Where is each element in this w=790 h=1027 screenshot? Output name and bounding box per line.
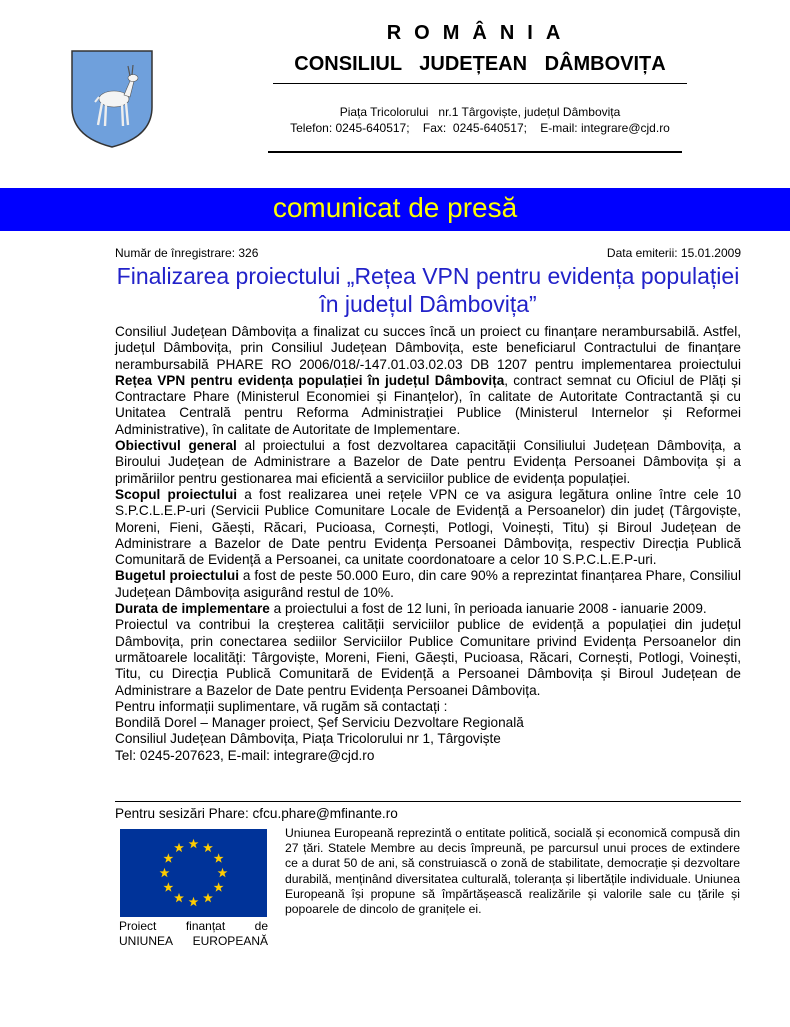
caption-word: UNIUNEA — [119, 934, 174, 948]
phare-complaints-contact: Pentru sesizări Phare: cfcu.phare@mfinante.ro — [115, 806, 398, 821]
caption-word: de — [254, 919, 268, 933]
headline: Finalizarea proiectului „Rețea VPN pentru evidența populației în județul Dâmbovița” — [116, 263, 740, 317]
caption-word: finanțat — [185, 919, 226, 933]
scope-label: Scopul proiectului — [115, 486, 238, 502]
objective-label: Obiectivul general — [115, 438, 237, 454]
project-name: Rețea VPN pentru evidența populației în județul Dâmbovița — [115, 372, 505, 388]
country-name: ROMÂNIA — [386, 22, 574, 44]
header-divider — [268, 151, 682, 153]
objective-text: al proiectului a fost dezvoltarea capacității Consiliului Județean Dâmbovița, a Biroului Județean de Administrare a Bazelor de Date pentru Evidența Persoanei Dâmbovița și a primăriilor pentru gestionarea mai eficientă a serviciilor publice de evidența populației. — [115, 438, 741, 486]
budget-label: Bugetul proiectului — [115, 568, 239, 584]
contact-person: Bondilă Dorel – Manager proiect, Șef Serviciu Dezvoltare Regională — [115, 715, 524, 731]
paragraph-objective — [115, 438, 741, 487]
paragraph-budget — [115, 568, 741, 601]
eu-flag-icon — [120, 829, 267, 917]
contact-address: Consiliul Județean Dâmbovița, Piața Tricolorului nr 1, Târgoviște — [115, 731, 501, 747]
paragraph-impact: Proiectul va contribui la creșterea calității serviciilor publice de evidență a populației din județul Dâmbovița, prin conectarea sediilor Serviciilor Publice Comunitare privind Evidența Persoanelor din următoarele localități: Târgoviște, Moreni, Fieni, Găești, Pucioasa, Răcari, Cornești, Potlogi, Voinești, Titu, cu Direcția Publică Comunitară de Evidență a Persoanei Dâmbovița și Biroul Județean de Administrare a Bazelor de Date pentru Evidența Persoanei Dâmbovița. — [115, 617, 741, 698]
intro-text: Consiliul Județean Dâmbovița a finalizat cu succes încă un proiect cu finanțare nerambursabilă. Astfel, județul Dâmbovița, prin Consiliul Județean Dâmbovița, este beneficiarul Contractului de finanțare nerambursabilă PHARE RO 2006/018/-147.01.03.02.03 DB 1207 pentru implementarea proiectului — [115, 324, 741, 372]
contact-intro: Pentru informații suplimentare, vă rugăm să contactați : — [115, 698, 448, 714]
county-coat-of-arms — [70, 49, 154, 149]
registration-number: Număr de înregistrare: 326 — [115, 246, 259, 260]
council-underline — [273, 83, 687, 84]
paragraph-scope — [115, 487, 741, 568]
issue-date: Data emiterii: 15.01.2009 — [606, 246, 741, 260]
duration-text: a proiectului a fost de 12 luni, în perioada ianuarie 2008 - ianuarie 2009. — [269, 601, 707, 617]
footer-divider — [115, 801, 741, 802]
budget-text: a fost de peste 50.000 Euro, din care 90% a reprezintat finanțarea Phare, Consiliul Județean Dâmbovița asigurând restul de 10%. — [115, 568, 741, 600]
council-address: Piața Tricolorului nr.1 Târgoviște, județul Dâmbovița — [339, 105, 621, 119]
eu-description: Uniunea Europeană reprezintă o entitate politică, socială și economică compusă din 27 țări. Statele Membre au decis împreună, pe parcursul unui proces de extindere ce a durat 50 de ani, să construiască o zonă de stabilitate, democrație și dezvoltare durabilă, menținând diversitatea culturală, toleranța și libertățile individuale. Uniunea Europeană își propune să împărtășească realizările și valorile sale cu țările și popoarele de dincolo de granițele ei. — [285, 826, 740, 917]
duration-label: Durata de implementare — [115, 601, 270, 617]
council-name: CONSILIUL JUDEȚEAN DÂMBOVIȚA — [294, 53, 666, 75]
council-contact: Telefon: 0245-640517; Fax: 0245-640517; E-mail: integrare@cjd.ro — [290, 121, 670, 135]
caption-word: EUROPEANĂ — [192, 934, 268, 948]
article-body — [115, 324, 741, 764]
scope-text: a fost realizarea unei rețele VPN ce va asigura legătura online între cele 10 S.P.C.L.E.P-uri (Servicii Publice Comunitare Locale de Evidență a Persoanelor) din județ (Târgoviște, Moreni, Fieni, Găești, Răcari, Pucioasa, Cornești, Potlogi, Voinești, Titu) și Biroul Județean de Administrare a Bazelor de Date pentru Evidența Persoanei Dâmbovița, respectiv Direcția Publică Comunitară de Evidență a Persoanei, ca unitate coordonatoare a celor 10 S.P.C.L.E.P-uri. — [115, 486, 742, 568]
banner-title: comunicat de presă — [272, 192, 518, 223]
paragraph-duration — [115, 601, 741, 617]
intro-text-cont: , contract semnat cu Oficiul de Plăți și Contractare Phare (Ministerul Economiei și Finanțelor), în calitate de Autoritate Contractantă și cu Unitatea Centrală pentru Reforma Administrației Publice (Ministerul Internelor și Reformei Administrative), în calitate de Autoritate de Implementare. — [115, 372, 742, 437]
contact-phone-email: Tel: 0245-207623, E-mail: integrare@cjd.ro — [115, 747, 375, 763]
paragraph-intro — [115, 324, 741, 438]
eu-funding-caption — [119, 919, 268, 949]
caption-word: Proiect — [119, 919, 157, 933]
